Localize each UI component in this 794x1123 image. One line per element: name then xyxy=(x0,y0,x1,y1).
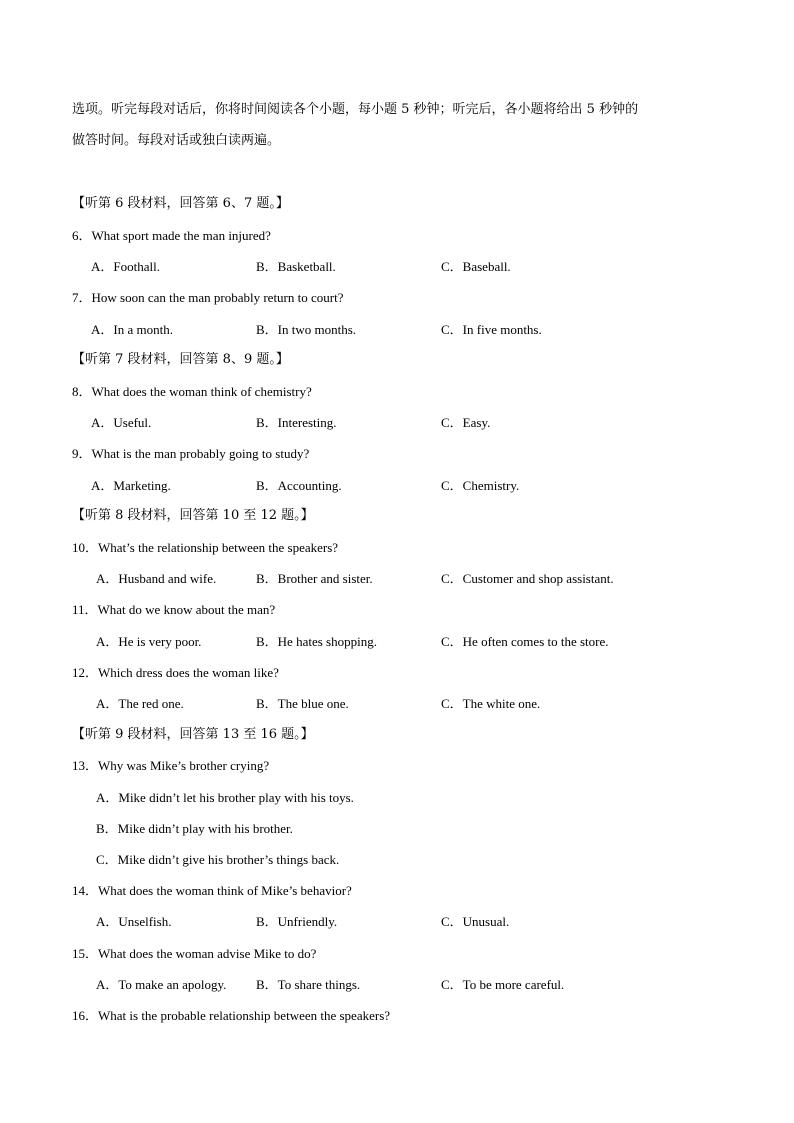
question-6-option-a: A．Foothall. xyxy=(91,259,160,274)
question-7: 7．How soon can the man probably return to court? xyxy=(72,290,344,305)
question-13-option-a: A．Mike didn’t let his brother play with his toys. xyxy=(96,790,354,805)
question-10: 10．What’s the relationship between the speakers? xyxy=(72,540,339,555)
question-6-option-b: B．Basketball. xyxy=(256,259,336,274)
question-14-option-c: C．Unusual. xyxy=(441,914,510,929)
question-10-option-c: C．Customer and shop assistant. xyxy=(441,571,614,586)
section-heading-6: 【听第 6 段材料，回答第 6、7 题。】 xyxy=(72,196,289,211)
question-15-option-c: C．To be more careful. xyxy=(441,977,565,992)
question-10-option-a: A．Husband and wife. xyxy=(96,571,217,586)
question-13: 13．Why was Mike’s brother crying? xyxy=(72,758,270,773)
question-11: 11．What do we know about the man? xyxy=(72,602,276,617)
question-16: 16．What is the probable relationship between the speakers? xyxy=(72,1008,391,1023)
question-11-option-a: A．He is very poor. xyxy=(96,634,202,649)
question-7-option-b: B．In two months. xyxy=(256,322,357,337)
question-13-option-b: B．Mike didn’t play with his brother. xyxy=(96,821,293,836)
question-14: 14．What does the woman think of Mike’s behavior? xyxy=(72,883,352,898)
question-15: 15．What does the woman advise Mike to do? xyxy=(72,946,317,961)
question-9-option-b: B．Accounting. xyxy=(256,478,342,493)
section-heading-9: 【听第 9 段材料，回答第 13 至 16 题。】 xyxy=(72,727,314,742)
section-heading-7: 【听第 7 段材料，回答第 8、9 题。】 xyxy=(72,352,289,367)
intro-line-2: 做答时间。每段对话或独白读两遍。 xyxy=(72,133,281,148)
question-8: 8．What does the woman think of chemistry? xyxy=(72,384,312,399)
question-8-option-a: A．Useful. xyxy=(91,415,152,430)
question-8-option-c: C．Easy. xyxy=(441,415,491,430)
question-12-option-b: B．The blue one. xyxy=(256,696,349,711)
question-8-option-b: B．Interesting. xyxy=(256,415,337,430)
section-heading-8: 【听第 8 段材料，回答第 10 至 12 题。】 xyxy=(72,508,314,523)
question-12-option-c: C．The white one. xyxy=(441,696,541,711)
question-15-option-a: A．To make an apology. xyxy=(96,977,227,992)
question-15-option-b: B．To share things. xyxy=(256,977,361,992)
question-7-option-a: A．In a month. xyxy=(91,322,173,337)
question-6: 6．What sport made the man injured? xyxy=(72,228,271,243)
question-7-option-c: C．In five months. xyxy=(441,322,542,337)
question-10-option-b: B．Brother and sister. xyxy=(256,571,373,586)
question-13-option-c: C．Mike didn’t give his brother’s things back. xyxy=(96,852,340,867)
question-14-option-a: A．Unselfish. xyxy=(96,914,172,929)
question-9: 9．What is the man probably going to study? xyxy=(72,446,310,461)
question-14-option-b: B．Unfriendly. xyxy=(256,914,338,929)
intro-line-1: 选项。听完每段对话后，你将时间阅读各个小题，每小题 5 秒钟；听完后，各小题将给出 5 秒钟的 xyxy=(72,102,639,117)
question-11-option-c: C．He often comes to the store. xyxy=(441,634,609,649)
question-9-option-a: A．Marketing. xyxy=(91,478,171,493)
question-11-option-b: B．He hates shopping. xyxy=(256,634,377,649)
question-12: 12．Which dress does the woman like? xyxy=(72,665,279,680)
question-9-option-c: C．Chemistry. xyxy=(441,478,520,493)
question-6-option-c: C．Baseball. xyxy=(441,259,511,274)
question-12-option-a: A．The red one. xyxy=(96,696,184,711)
